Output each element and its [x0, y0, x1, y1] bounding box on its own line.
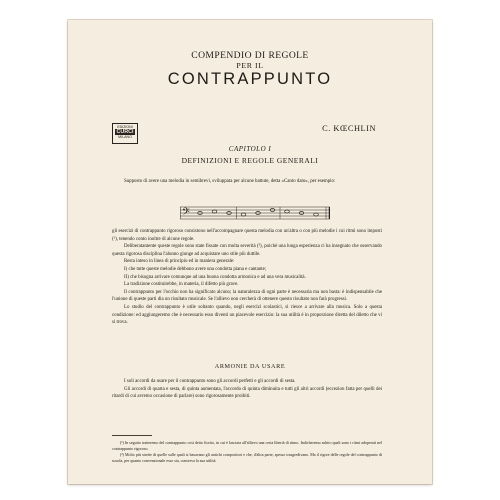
whole-note	[314, 213, 319, 216]
author-name: C. KŒCHLIN	[322, 124, 376, 133]
body-paragraph: La tradizione costituirebbe, in materia, il difetto più grave.	[124, 282, 239, 288]
footnote-divider	[112, 435, 152, 436]
body-paragraph: II) che bisogna arrivare comunque ad una buona condotta armonica e ad una vera musicalità.	[124, 274, 306, 280]
chapter-label: CAPITOLO I	[228, 145, 272, 153]
body-paragraph: I soli accordi da usare per il contrappunto sono gli accordi perfetti e gli accordi di sesta.	[124, 379, 296, 384]
body-paragraph: gli esercizi di contrappunto rigoroso consistono nell'accompagnare questa melodia con un'altra o con più melodie i cui ritmi sono imposti (¹), tenendo conto inoltre di alcune regole.	[112, 229, 382, 242]
chapter-title: DEFINIZIONI E REGOLE GENERALI	[181, 156, 319, 165]
body-paragraph: Supposto di avere una melodia in semibrevi, sviluppata per alcune battute, detta «Canto dato», per esempio:	[124, 179, 336, 184]
document-page	[68, 20, 432, 484]
section-heading: ARMONIE DA USARE	[214, 363, 286, 370]
publisher-logo	[112, 123, 138, 144]
title-line3: CONTRAPPUNTO	[167, 70, 333, 88]
music-staff	[180, 203, 330, 223]
section-text	[112, 378, 382, 401]
whole-note	[285, 210, 290, 213]
body-paragraph: Gli accordi di quarta e sesta, di quinta aumentata, l'accordo di quinta diminuita e tutti gli altri accordi (eccezion fatta per quelli dei ritardi di cui avremo occasione di parlare) sono rigorosamente proibiti.	[112, 386, 382, 400]
body-paragraph: Deliberatamente queste regole sono state fissate con molta severità (²), poichè una lunga esperienza ci ha insegnato che osservando questa rigorosa disciplina l'alunno giunge ad acquistare uno stile più duttile.	[112, 244, 382, 257]
body-paragraph: Il contrappunto per l'occhio non ha significato alcuno; la naturalezza di ogni parte è necessaria ma non basta: è indispensabile che l'unione di queste parti dia un risultato musicale. Se l'allievo non cercherà di ottenere questo risultato non farà progressi.	[112, 289, 382, 303]
body-paragraph: Resta inteso in linea di principio ed in maniera generale:	[124, 259, 235, 265]
intro-paragraph	[112, 178, 382, 186]
rules-text	[112, 228, 382, 327]
title-line2: PER IL	[236, 61, 264, 70]
footnotes	[112, 440, 382, 464]
logo-line1: EDIZIONI	[117, 125, 133, 129]
body-paragraph: Lo studio del contrappunto è utile soltanto quando, negli esercizi scolastici, si riesce a arrivare alla musica. Solo a questa condizione: ed aggiungeremo che è necessario esso diventi un piacevole esercizio: la sua utilità è in proporzione diretta del diletto che vi si trova.	[112, 304, 382, 326]
whole-note	[241, 213, 246, 216]
title-line1: COMPENDIO DI REGOLE	[191, 50, 309, 61]
bass-clef-icon: 𝄢	[182, 206, 190, 220]
title-block	[68, 50, 432, 89]
footnote: (²) Molto più strette di quelle sulle quali si basavano gli antichi compositori e che, d'altra parte, spesso trasgredivano. Ma il rigore delle regole del contrappunto di scuola, per quanto convenzionale esso sia, conserva la sua utilità.	[112, 452, 382, 463]
logo-line3: MILANO	[118, 135, 132, 139]
whole-note	[212, 210, 217, 213]
body-paragraph: I) che tutte queste melodie debbono avere una condotta piana e cantante;	[124, 266, 267, 272]
logo-line2: CURCI	[116, 129, 134, 135]
footnote: (¹) In seguito tratteremo del contrappunto così detto fiorito, in cui è lasciata all'allievo una certa libertà di ritmo. Indicheremo subito quali sono i ritmi adoperati nel contrappunto rigoroso.	[112, 440, 382, 451]
